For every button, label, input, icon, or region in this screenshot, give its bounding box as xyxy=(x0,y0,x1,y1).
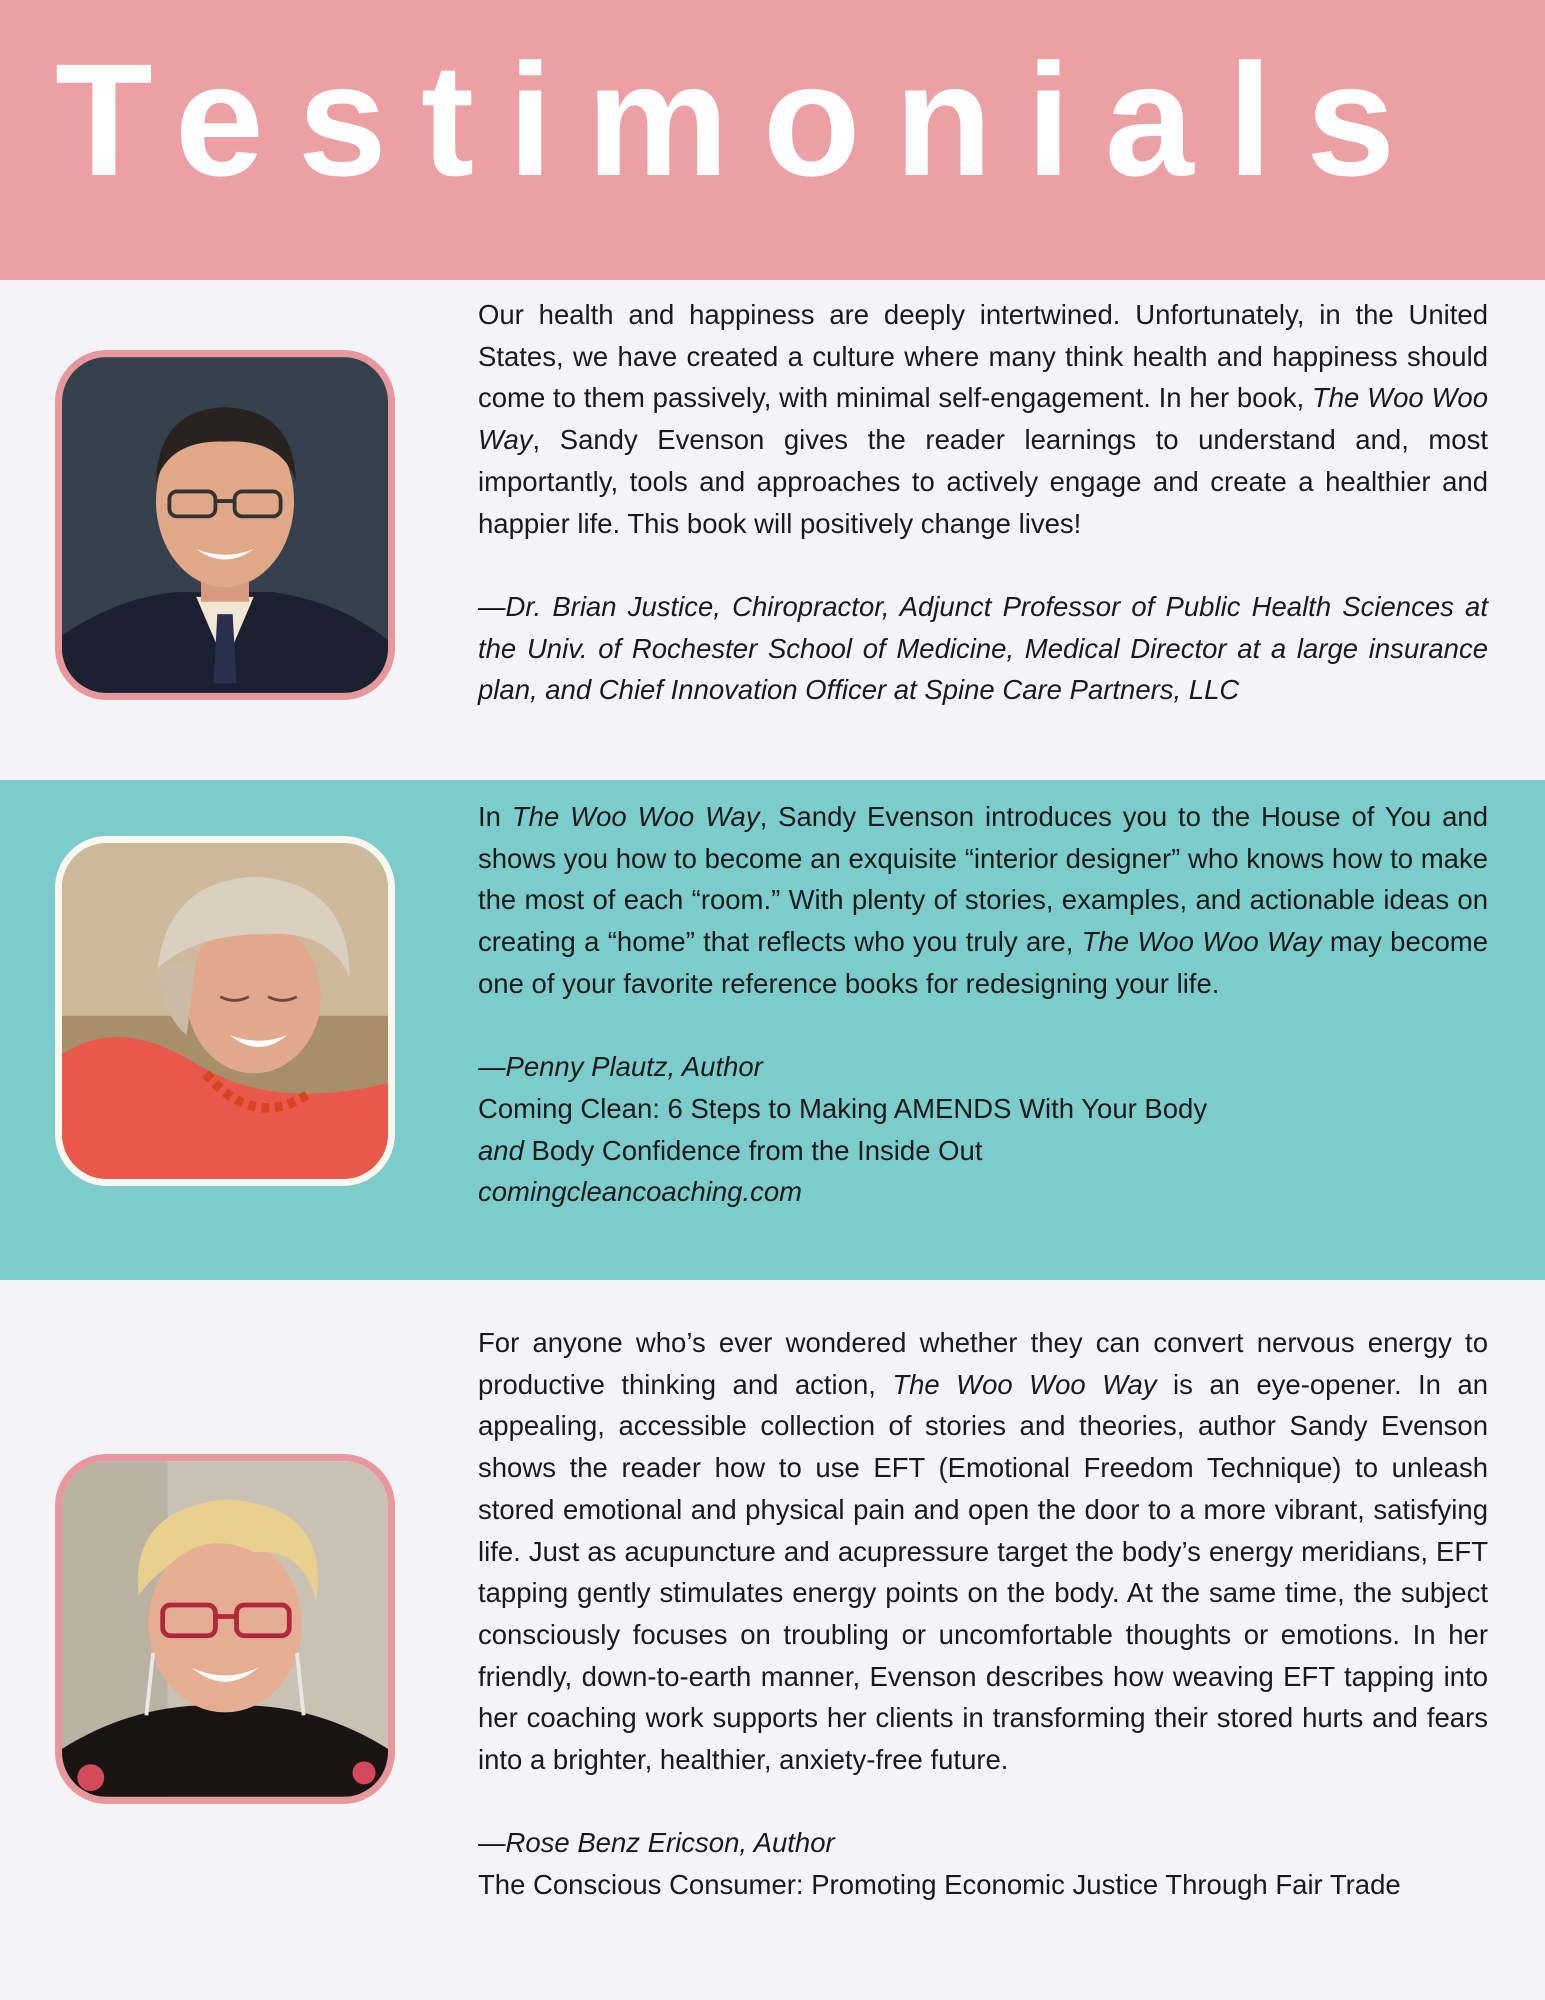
testimonial-1-text xyxy=(478,294,1488,711)
testimonial-3-quote: For anyone who’s ever wondered whether they can convert nervous energy to productive thinking and action, The Woo Woo Way is an eye-opener. In an appealing, accessible collection of stories and theories, author Sandy Evenson shows the reader how to use EFT (Emotional Freedom Technique) to unleash stored emotional and physical pain and open the door to a more vibrant, satisfying life. Just as acupuncture and acupressure target the body’s energy meridians, EFT tapping gently stimulates energy points on the body. At the same time, the subject consciously focuses on troubling or uncomfortable thoughts or emotions. In her friendly, down-to-earth manner, Evenson describes how weaving EFT tapping into her coaching work supports her clients in transforming their stored hurts and fears into a brighter, healthier, anxiety-free future. xyxy=(478,1327,1489,1776)
testimonial-1-quote: Our health and happiness are deeply intertwined. Unfortunately, in the United States, we have created a culture where many think health and happiness should come to them passively, with minimal self-engagement. In her book, The Woo Woo Way, Sandy Evenson gives the reader learnings to understand and, most importantly, tools and approaches to actively engage and create a healthier and happier life. This book will positively change lives! xyxy=(478,299,1488,539)
testimonial-3 xyxy=(0,1280,1545,2000)
testimonial-1-photo xyxy=(55,350,395,700)
testimonial-3-text xyxy=(478,1322,1488,1906)
testimonial-3-attribution: —Rose Benz Ericson, Author xyxy=(478,1827,835,1859)
testimonial-2-text xyxy=(478,796,1488,1213)
testimonial-1 xyxy=(0,280,1545,780)
portrait-woman-glasses-icon xyxy=(62,1461,388,1797)
page-header xyxy=(0,0,1545,280)
testimonial-2-website: comingcleancoaching.com xyxy=(478,1176,803,1208)
testimonial-2-photo xyxy=(55,836,395,1186)
testimonial-2-quote: In The Woo Woo Way, Sandy Evenson introduces you to the House of You and shows you how to become an exquisite “interior designer” who knows how to make the most of each “room.” With plenty of stories, examples, and actionable ideas on creating a “home” that reflects who you truly are, The Woo Woo Way may become one of your favorite reference books for redesigning your life. xyxy=(478,801,1488,999)
testimonial-3-book-1: The Conscious Consumer: Promoting Economic Justice Through Fair Trade xyxy=(478,1869,1401,1901)
testimonial-2 xyxy=(0,780,1545,1280)
testimonial-3-photo xyxy=(55,1454,395,1804)
testimonial-1-attribution: —Dr. Brian Justice, Chiropractor, Adjunct Professor of Public Health Sciences at the Univ. of Rochester School of Medicine, Medical Director at a large insurance plan, and Chief Innovation Officer at Spine Care Partners, LLC xyxy=(478,590,1488,706)
testimonial-2-book-1: Coming Clean: 6 Steps to Making AMENDS With Your Body xyxy=(478,1092,1208,1124)
portrait-woman-icon xyxy=(62,843,388,1179)
page-title: Testimonials xyxy=(55,30,1430,209)
portrait-man-icon xyxy=(62,357,388,693)
testimonial-2-attribution: —Penny Plautz, Author xyxy=(478,1051,763,1083)
testimonial-2-book-2: and Body Confidence from the Inside Out xyxy=(478,1134,983,1166)
